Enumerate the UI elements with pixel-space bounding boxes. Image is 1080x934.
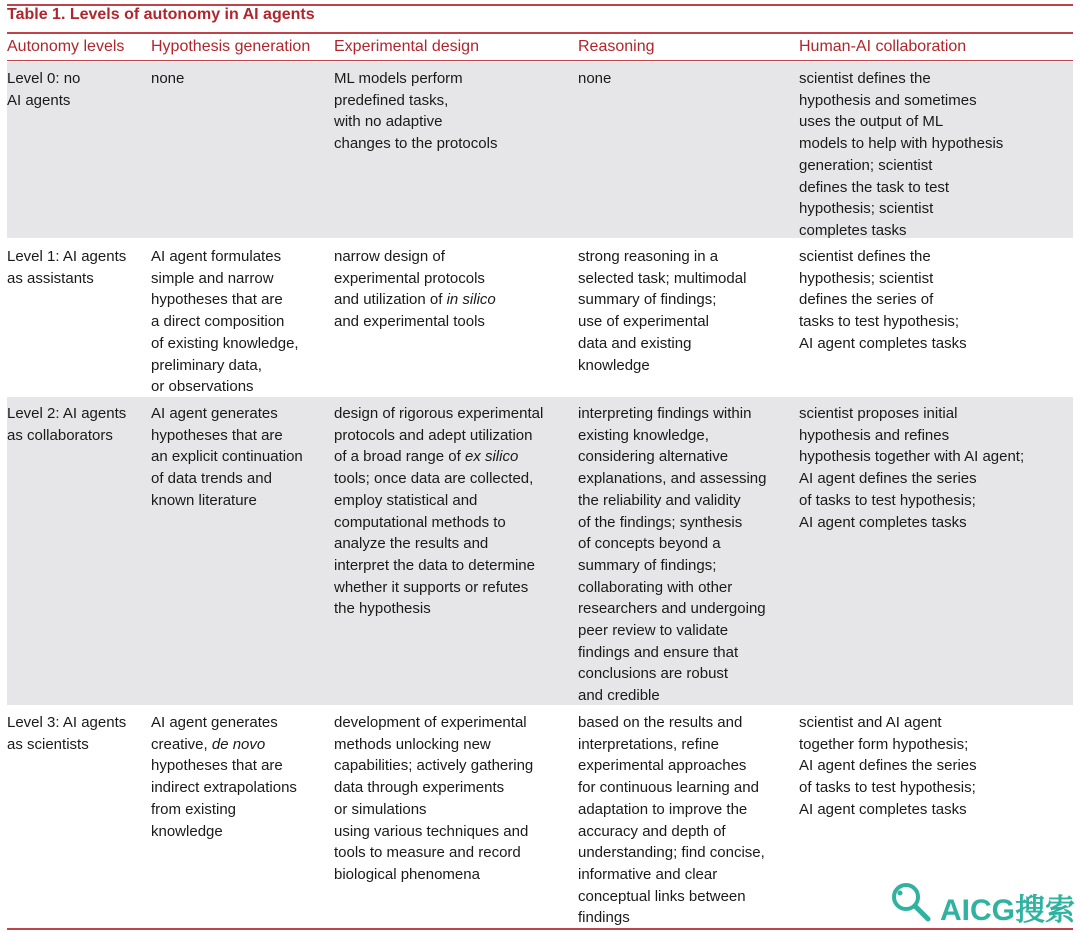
cell-hypothesis-text: hypotheses that are indirect extrapolations from existing knowledge (151, 757, 297, 840)
header-rule (7, 60, 1073, 61)
cell-design (334, 403, 543, 620)
cell-collaboration: scientist defines the hypothesis and sometimes uses the output of ML models to help with hypothesis generation; scientist defines the task to test hypothesis; scientist completes tasks (799, 70, 1004, 239)
cell-level: Level 2: AI agents as collaborators (7, 405, 127, 444)
column-header-experimental-design: Experimental design (334, 38, 479, 55)
cell-hypothesis: none (151, 70, 185, 87)
cell-level: Level 1: AI agents as assistants (7, 248, 127, 287)
cell-hypothesis-text: AI agent generates creative, (151, 714, 278, 753)
cell-reasoning: interpreting findings within existing knowledge, considering alternative explanations, and assessing the reliability and validity of the findings; synthesis of concepts beyond a summary of findings; collaborating with other researchers and undergoing peer review to validate findings and ensure that conclusions are robust and credible (578, 405, 767, 705)
column-header-autonomy-levels: Autonomy levels (7, 38, 125, 55)
title-rule (7, 32, 1073, 34)
cell-level: Level 0: no AI agents (7, 70, 81, 109)
cell-hypothesis: AI agent formulates simple and narrow hypotheses that are a direct composition of existing knowledge, preliminary data, or observations (151, 248, 299, 396)
cell-reasoning: based on the results and interpretations, refine experimental approaches for continuous learning and adaptation to improve the accuracy and depth of understanding; find concise, informative and clear conceptual links between findings (578, 714, 765, 927)
magnifier-icon (888, 880, 934, 924)
cell-design-text: design of rigorous experimental protocols and adept utilization of a broad range of (334, 405, 544, 466)
cell-design: ML models perform predefined tasks, with no adaptive changes to the protocols (334, 70, 498, 153)
cell-design-text: narrow design of experimental protocols and utilization of (334, 248, 485, 309)
table-header-row (7, 35, 1073, 59)
cell-level: Level 3: AI agents as scientists (7, 714, 127, 753)
table-row-level-0 (7, 62, 1073, 238)
cell-hypothesis (151, 712, 297, 842)
cell-design-italic: ex silico (464, 448, 519, 466)
cell-collaboration: scientist proposes initial hypothesis and refines hypothesis together with AI agent; AI agent defines the series of tasks to test hypothesis; AI agent completes tasks (799, 405, 1025, 531)
cell-collaboration: scientist and AI agent together form hypothesis; AI agent defines the series of tasks to test hypothesis; AI agent completes tasks (799, 714, 977, 818)
cell-reasoning: strong reasoning in a selected task; multimodal summary of findings; use of experimental data and existing knowledge (578, 248, 747, 374)
watermark-text: AICG搜索 (940, 894, 1075, 927)
cell-design: development of experimental methods unlocking new capabilities; actively gathering data through experiments or simulations using various techniques and tools to measure and record biological phenomena (334, 714, 534, 883)
cell-collaboration: scientist defines the hypothesis; scientist defines the series of tasks to test hypothesis; AI agent completes tasks (799, 248, 967, 352)
cell-hypothesis: AI agent generates hypotheses that are an explicit continuation of data trends and known literature (151, 405, 303, 509)
watermark (888, 880, 1078, 927)
table-bottom-rule (7, 928, 1073, 930)
column-header-hypothesis-generation: Hypothesis generation (151, 38, 311, 55)
cell-design-text: tools; once data are collected, employ statistical and computational methods to analyze the results and interpret the data to determine whether it supports or refutes the hypothesis (334, 470, 535, 618)
column-header-reasoning: Reasoning (578, 38, 655, 55)
cell-design-text: and experimental tools (334, 313, 485, 331)
table-row-level-2 (7, 397, 1073, 705)
table-title: Table 1. Levels of autonomy in AI agents (7, 6, 315, 23)
cell-design-italic: in silico (446, 291, 496, 309)
cell-design (334, 246, 496, 333)
table-row-level-1 (7, 240, 1073, 396)
cell-reasoning: none (578, 70, 612, 87)
cell-hypothesis-italic: de novo (211, 735, 266, 753)
column-header-human-ai-collaboration: Human-AI collaboration (799, 38, 967, 55)
